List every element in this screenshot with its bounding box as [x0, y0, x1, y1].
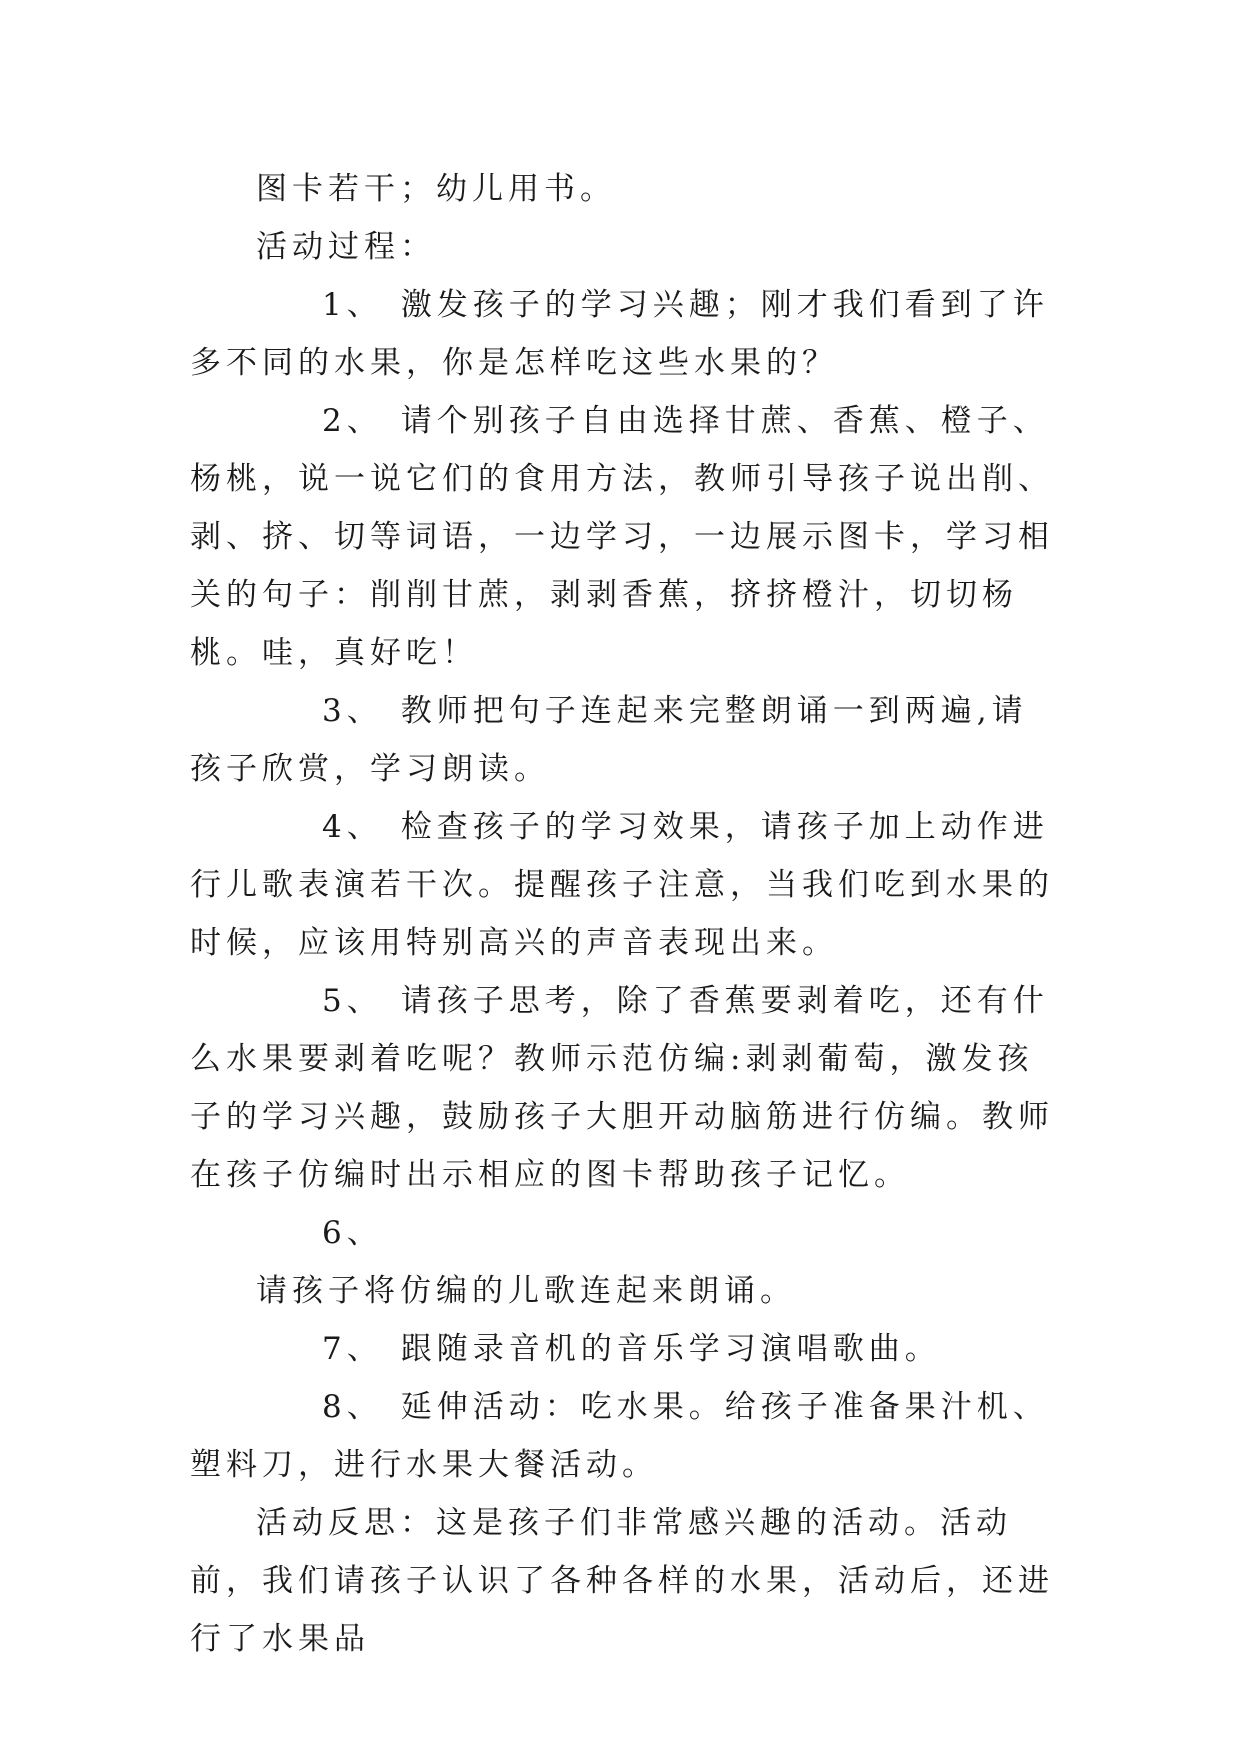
step-number: 7、 [322, 1331, 383, 1367]
paragraph-step-8 [190, 1378, 1060, 1494]
step-number: 8、 [322, 1389, 383, 1425]
paragraph-text: 活动过程： [256, 229, 436, 265]
paragraph-step-4 [190, 798, 1060, 972]
step-number: 1、 [322, 287, 383, 323]
paragraph-process-heading [190, 218, 1060, 276]
paragraph-reflection [190, 1494, 1060, 1668]
step-number: 4、 [322, 809, 383, 845]
paragraph-step-7 [190, 1320, 1060, 1378]
paragraph-text: 请个别孩子自由选择甘蔗、香蕉、橙子、杨桃，说一说它们的食用方法，教师引导孩子说出削、剥、挤、切等词语，一边学习，一边展示图卡，学习相关的句子：削削甘蔗，剥剥香蕉，挤挤橙汁，切切杨桃。哇，真好吃！ [190, 403, 1054, 671]
paragraph-step-6 [190, 1204, 1060, 1262]
step-number: 5、 [322, 983, 383, 1019]
paragraph-text: 教师把句子连起来完整朗诵一到两遍,请孩子欣赏，学习朗读。 [190, 693, 1028, 787]
paragraph-step-2 [190, 392, 1060, 682]
paragraph-text: 检查孩子的学习效果，请孩子加上动作进行儿歌表演若干次。提醒孩子注意，当我们吃到水果的时候，应该用特别高兴的声音表现出来。 [190, 809, 1054, 961]
step-number: 3、 [322, 693, 383, 729]
paragraph-text: 跟随录音机的音乐学习演唱歌曲。 [400, 1331, 941, 1367]
step-number: 6、 [322, 1215, 383, 1251]
paragraph-text: 激发孩子的学习兴趣；刚才我们看到了许多不同的水果，你是怎样吃这些水果的？ [190, 287, 1049, 381]
paragraph-text: 请孩子将仿编的儿歌连起来朗诵。 [256, 1273, 796, 1309]
paragraph-step-3 [190, 682, 1060, 798]
paragraph-materials [190, 160, 1060, 218]
paragraph-step-1 [190, 276, 1060, 392]
paragraph-text: 图卡若干；幼儿用书。 [256, 171, 616, 207]
paragraph-step-6-text [190, 1262, 1060, 1320]
document-body [190, 160, 1060, 1668]
step-number: 2、 [322, 403, 383, 439]
paragraph-text: 延伸活动：吃水果。给孩子准备果汁机、塑料刀，进行水果大餐活动。 [190, 1389, 1049, 1483]
paragraph-text: 请孩子思考，除了香蕉要剥着吃，还有什么水果要剥着吃呢？教师示范仿编:剥剥葡萄，激发孩子的学习兴趣，鼓励孩子大胆开动脑筋进行仿编。教师在孩子仿编时出示相应的图卡帮助孩子记忆。 [190, 983, 1054, 1193]
paragraph-step-5 [190, 972, 1060, 1204]
paragraph-text: 活动反思：这是孩子们非常感兴趣的活动。活动前，我们请孩子认识了各种各样的水果，活动后，还进行了水果品 [190, 1505, 1054, 1657]
